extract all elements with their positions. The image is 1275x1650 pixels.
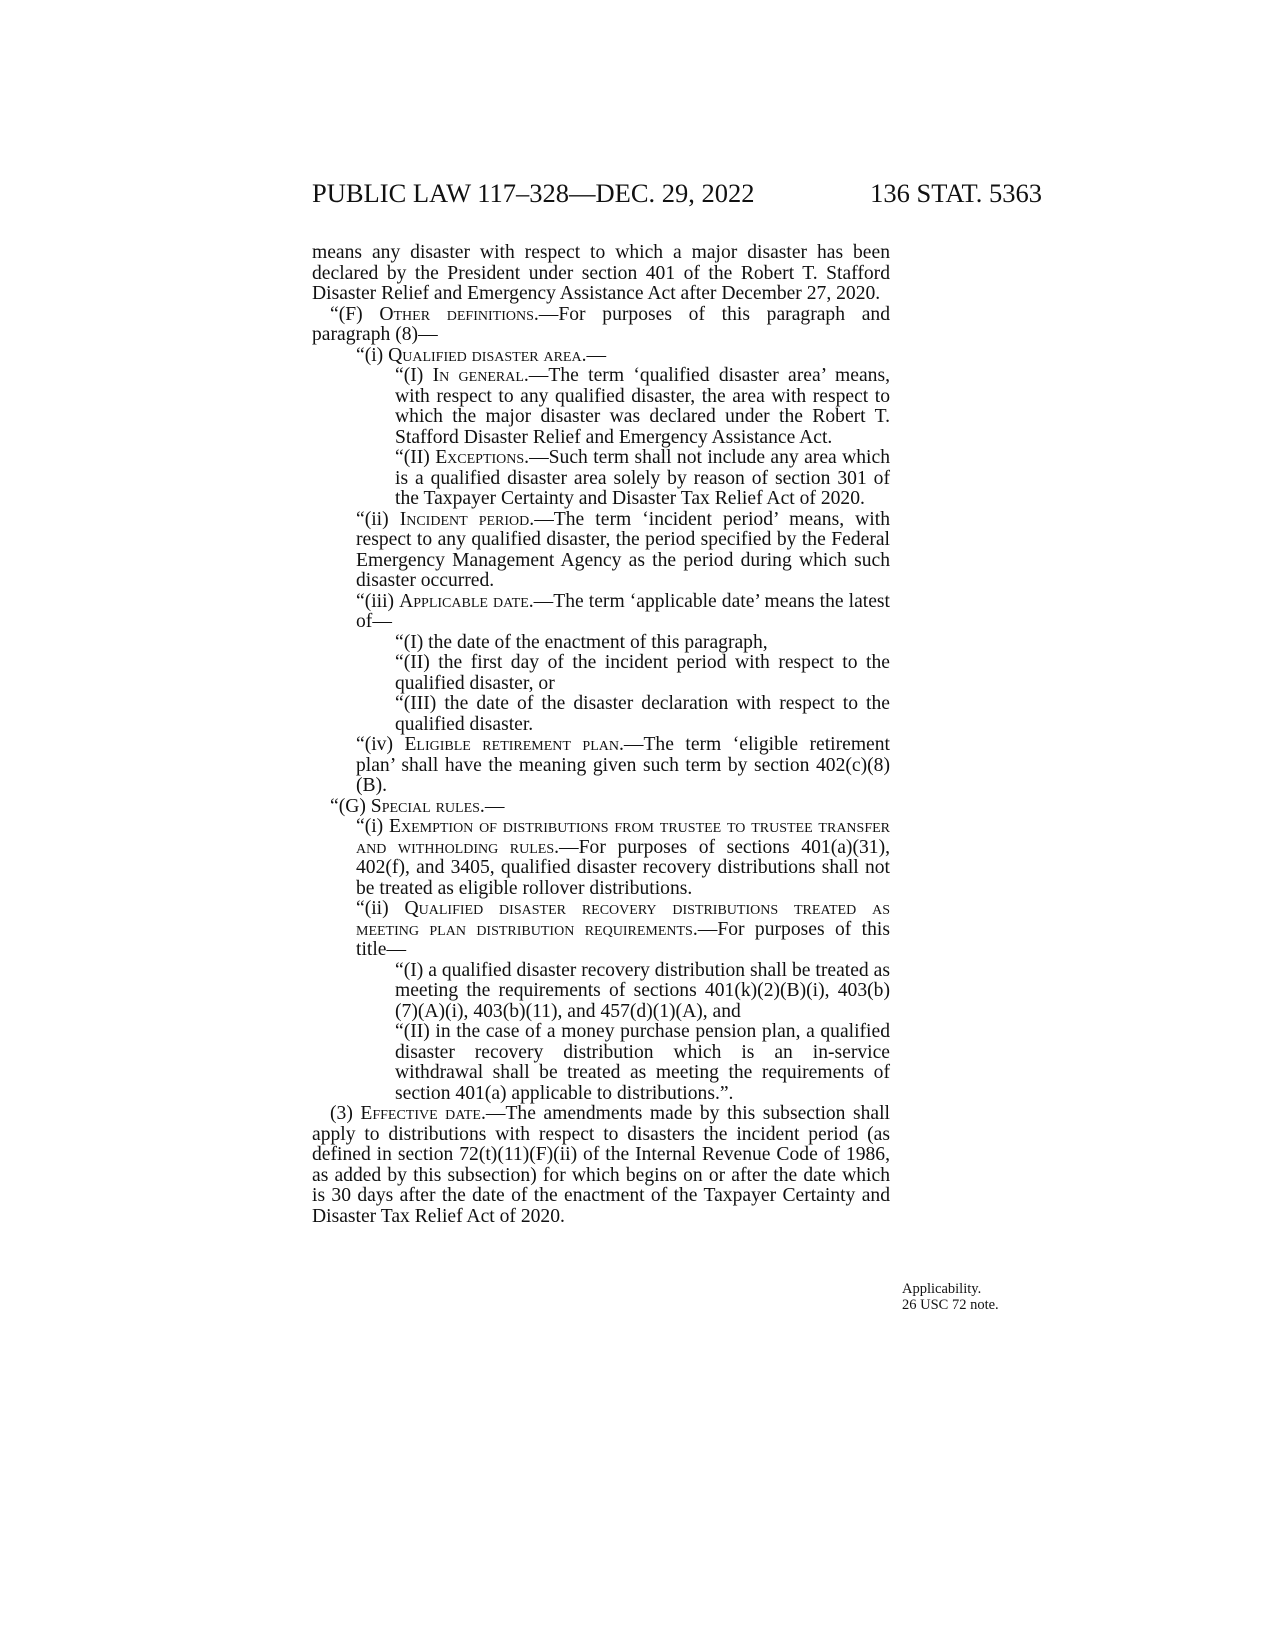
running-title: PUBLIC LAW 117–328—DEC. 29, 2022 [312,178,755,208]
paragraph-requirements-I: “(I) a qualified disaster recovery distribution shall be treated as meeting the requirements of sections 401(k)(2)(B)(i), 403(b)(7)(A)(i), 403(b)(11), and 457(d)(1)(A), and [395,959,890,1022]
page-header [312,178,1042,218]
section-heading: Incident period. [399,508,535,530]
paragraph-i-qualified-disaster-area: “(i) Qualified disaster area.— [356,344,607,366]
section-heading: Applicable date. [399,590,534,612]
paragraph-ii-distribution-requirements: “(ii) Qualified disaster recovery distributions treated as meeting plan distribution requirements.—For purposes of this title— [356,898,890,960]
paragraph-F-other-definitions: “(F) Other definitions.—For purposes of this paragraph and paragraph (8)— [312,303,890,345]
paragraph-disaster-definition-continued: means any disaster with respect to which a major disaster has been declared by the President under section 401 of the Robert T. Stafford Disaster Relief and Emergency Assistance Act after December 27, 2020. [312,242,890,304]
paragraph-G-special-rules: “(G) Special rules.— [330,795,505,817]
margin-note-usc-citation: 26 USC 72 note. [902,1297,999,1313]
paragraph-II-exceptions: “(II) Exceptions.—Such term shall not include any area which is a qualified disaster area solely by reason of section 301 of the Taxpayer Certainty and Disaster Tax Relief Act of 2020. [395,447,890,509]
statute-body [312,243,890,1227]
paragraph-applicable-date-III: “(III) the date of the disaster declaration with respect to the qualified disaster. [395,693,890,735]
margin-note [902,1281,1042,1313]
paragraph-3-effective-date: (3) Effective date.—The amendments made by this subsection shall apply to distributions with respect to disasters the incident period (as defined in section 72(t)(11)(F)(ii) of the Internal Revenue Code of 1986, as added by this subsection) for which begins on or after the date which is 30 days after the date of the enactment of the Taxpayer Certainty and Disaster Tax Relief Act of 2020. [312,1103,890,1227]
section-heading: Qualified disaster recovery distributions treated as meeting plan distribution requirements. [356,898,890,940]
margin-note-applicability: Applicability. [902,1281,982,1297]
section-heading: Exceptions. [435,447,530,468]
section-heading: Other definitions. [379,303,539,325]
section-heading: Qualified disaster area. [388,344,587,366]
page-stat-number: 136 STAT. 5363 [870,178,1042,208]
section-heading: Eligible retirement plan. [404,734,624,755]
paragraph-i-exemption-of-distributions: “(i) Exemption of distributions from trustee to trustee transfer and withholding rules.—For purposes of sections 401(a)(31), 402(f), and 3405, qualified disaster recovery distributions shall not be treated as eligible rollover distributions. [356,816,891,899]
paragraph-I-in-general: “(I) In general.—The term ‘qualified disaster area’ means, with respect to any qualified disaster, the area with respect to which the major disaster was declared under the Robert T. Stafford Disaster Relief and Emergency Assistance Act. [395,365,890,448]
paragraph-iv-eligible-retirement-plan: “(iv) Eligible retirement plan.—The term ‘eligible retirement plan’ shall have the meaning given such term by section 402(c)(8)(B). [356,734,890,796]
section-heading: Exemption of distributions from trustee to trustee transfer and withholding rules. [356,816,891,858]
paragraph-requirements-II: “(II) in the case of a money purchase pension plan, a qualified disaster recovery distribution which is an in-service withdrawal shall be treated as meeting the requirements of section 401(a) applicable to distributions.”. [395,1021,890,1104]
paragraph-applicable-date-II: “(II) the first day of the incident period with respect to the qualified disaster, or [395,652,890,694]
paragraph-iii-applicable-date: “(iii) Applicable date.—The term ‘applicable date’ means the latest of— [356,590,890,632]
paragraph-applicable-date-I: “(I) the date of the enactment of this paragraph, [395,631,768,653]
section-heading: In general. [432,365,529,386]
section-heading: Effective date. [360,1103,486,1124]
paragraph-ii-incident-period: “(ii) Incident period.—The term ‘incident period’ means, with respect to any qualified disaster, the period specified by the Federal Emergency Management Agency as the period during which such disaster occurred. [356,508,890,591]
section-heading: Special rules. [370,795,485,817]
